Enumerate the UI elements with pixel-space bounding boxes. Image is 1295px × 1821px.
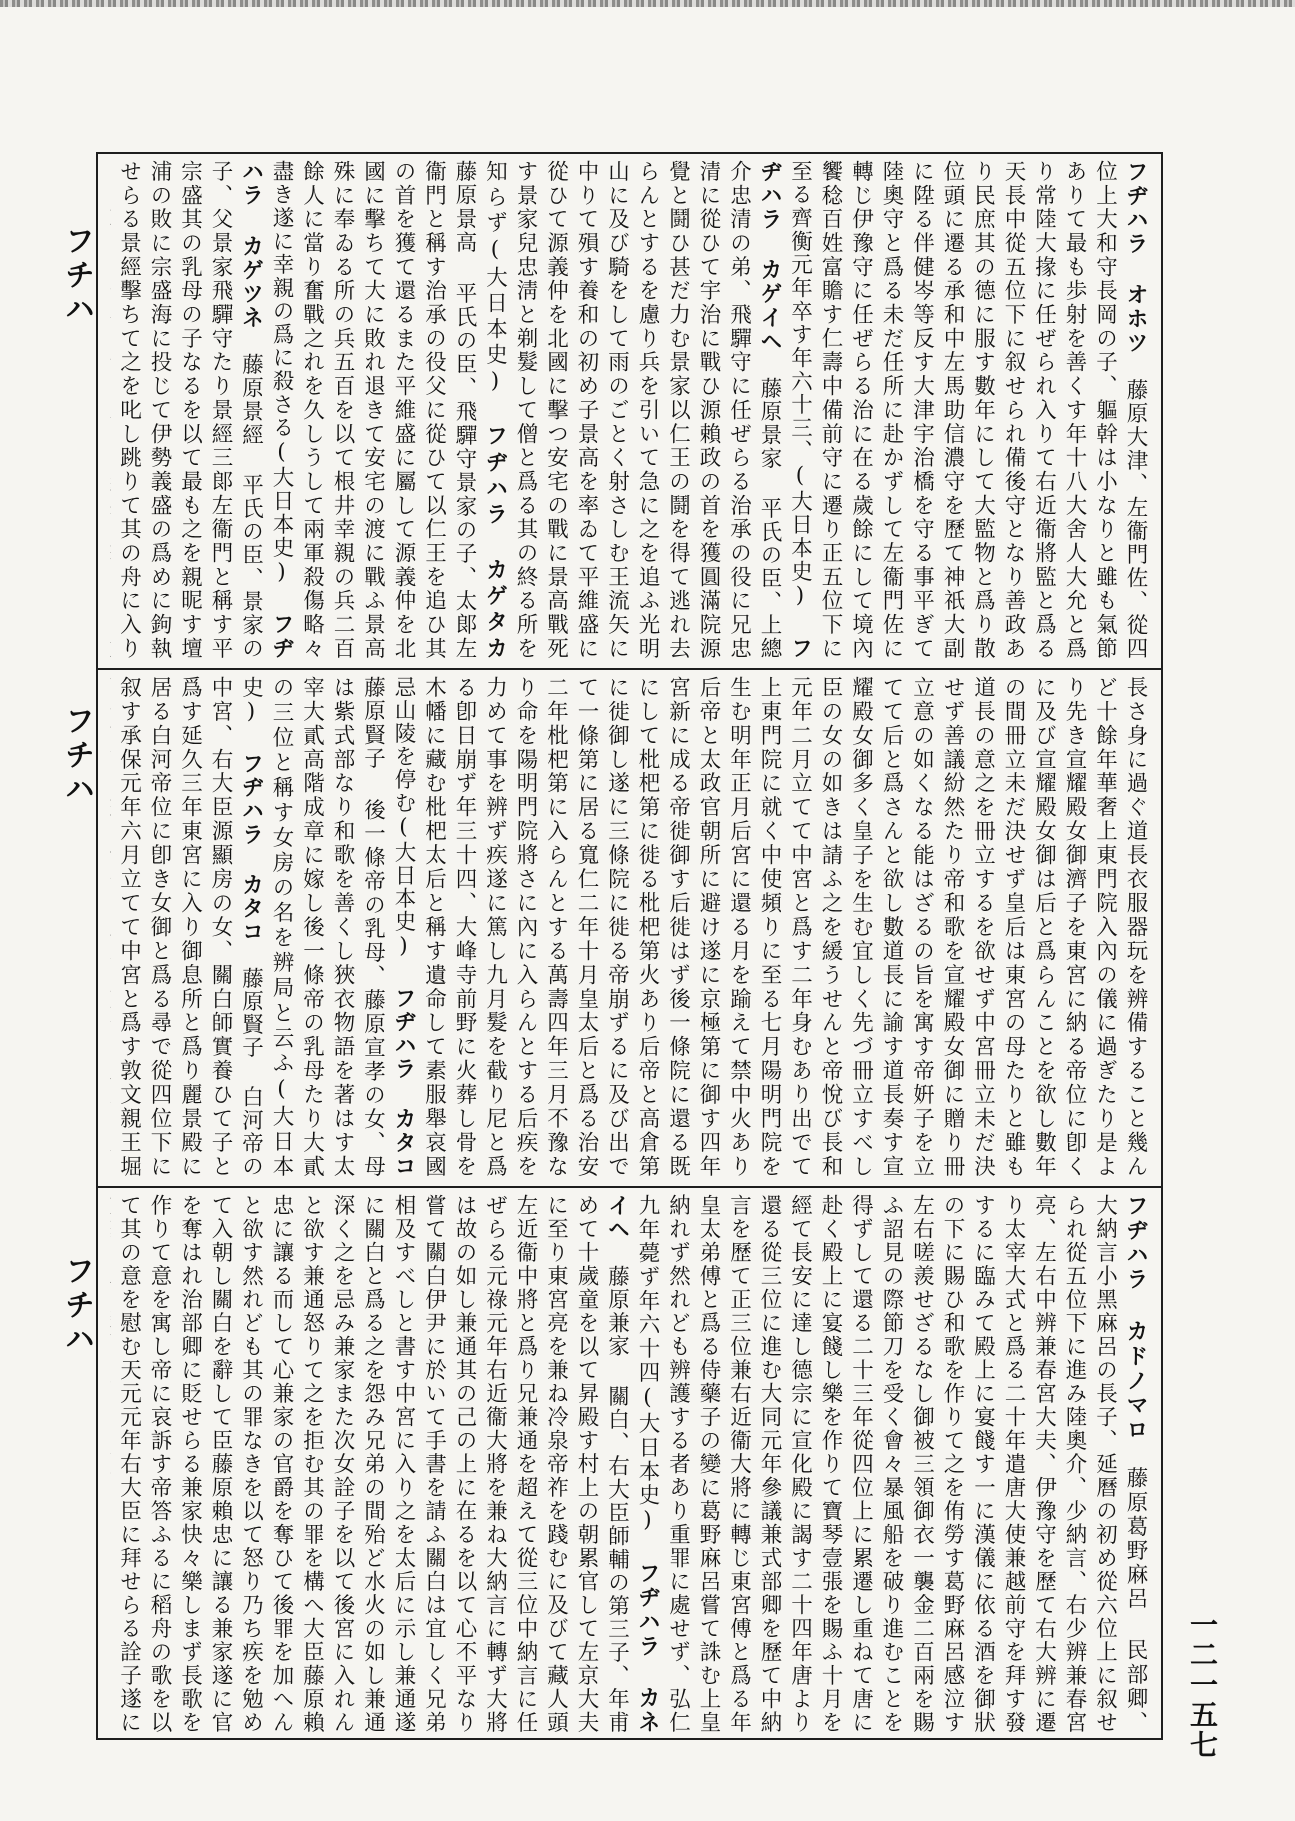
page-number: 一二一五七: [1186, 1610, 1219, 1760]
text-section-top: [110, 160, 1150, 660]
vertical-text-block: [110, 676, 1150, 1178]
entry-heading: フヂハラ カタコ: [238, 752, 264, 944]
entry-body: 長さ身に過ぐ道長衣服器玩を辨備すること幾んど十餘年華奢上東門院入內の儀に過ぎたり是より先き宣耀殿女御濟子を東宮に納る帝位に卽くに及び宣耀殿女御は后と爲らんことを欲し數年の間冊立未だ決せず皇后は東宮の母たりと雖も道長の意之を冊立するを欲せず中宮冊立未だ決せず善議紛然たり帝和歌を宣耀殿女御に贈り冊立意の如くなる能はざるの旨を寓す帝姸子を立てて后と爲さんと欲し數道長に諭す道長奏す宣耀殿女御多く皇子を生む宜しく先づ冊立すべし臣の女の如きは請ふ之を緩うせんと帝悅び長和元年二月立てて中宮と爲す二年身むあり出でて上東門院に就く中使頻りに至る七月陽明門院を生む明年正月后宮に還る月を踰えて禁中火あり后帝と太政官朝所に避け遂に京極第に御す四年宮新に成る帝徙御す后徙はず後一條院に還る既にして枇杷第に徙る枇杷第火あり后帝と高倉第に徙御し遂に三條院に徙る帝崩ずるに及び出でて一條第に居る寬仁二年十月皇太后と爲る治安二年枇杷第に入らんとする萬壽四年三月不豫なり命を陽明門院將さに內に入らんとする后疾を力めて事を辨ず疾遂に篤し九月髮を截り尼と爲る卽日崩ず年三十四、大峰寺前野に火葬し骨を木幡に藏む枇杷太后と稱す遺命して素服舉哀國忌山陵を停む(大日本史): [391, 676, 1148, 1178]
entry: [239, 676, 417, 1178]
entry-heading: フヂハラ カタコ: [391, 986, 416, 1178]
entry: [483, 160, 813, 660]
entry-heading: フヂハラ オホツ: [1123, 160, 1148, 355]
entry-heading: フヂハラ カゲイヘ: [757, 160, 813, 660]
entry-body: 藤原賢子 後一條帝の乳母、藤原宣孝の女、母は紫式部なり和歌を善くし狹衣物語を著はす太宰大貳高階成章に嫁し後一條帝の乳母たり大貳の三位と稱す女房の名を辨局と云ふ(大日本史): [238, 676, 386, 1178]
entry: [788, 160, 1149, 660]
section-divider: [96, 668, 1163, 670]
margin-index-label: フチハ: [59, 705, 94, 807]
entry-heading: フヂハラ カドノマロ: [1123, 1194, 1148, 1443]
vertical-text-block: [110, 1194, 1150, 1734]
entry-body: 藤原大津、左衞門佐、從四位上大和守長岡の子、軀幹は小なりと雖も氣節ありて最も歩射を善くす年十八大舍人大允と爲り常陸大掾に任ぜられ入りて右近衞將監と爲る天長中從五位下に叙せられ備後守となり善政あり民庶其の德に服す數年にして大監物と爲り散位頭に遷る承和中左馬助信濃守を歷て神祇大副に陞る伴健岑等反す大津宇治橋を守る事平ぎて陸奧守と爲る未だ任所に赴かずして左衞門佐に轉じ伊豫守に任ぜらる治に在る歲餘にして境內饗稔百姓富贍す仁壽中備前守に遷り正五位下に至る齊衡元年卒す年六十三、(大日本史): [787, 160, 1148, 660]
text-section-bottom: [110, 1194, 1150, 1734]
text-section-middle: [110, 676, 1150, 1178]
entry-body: 藤原景高 平氏の臣、飛驒守景家の子、太郞左衞門と稱す治承の役父に從ひて以仁王を追ひ其の首を獲て還るまた平維盛に屬して源義仲を北國に擊ちて大に敗れ退きて安宅の渡に戰ふ景高殊に奉ゐる所の兵五百を以て根井幸親の兵二百餘人に當り奮戰之れを久しうして兩軍殺傷略々盡き遂に幸親の爲に殺さる(大日本史): [269, 160, 477, 660]
entry-continuation: [391, 676, 1148, 1178]
entry-body: 藤原賢子 白河帝の中宮、右大臣源顯房の女、關白師實養ひて子と爲す延久三年東宮に入り御息所と爲り麗景殿に居る白河帝位に卽き女御と爲る尋で從四位下に叙す承保元年六月立てて中宮と爲す敦文親王堀: [116, 676, 264, 1178]
section-divider: [96, 1186, 1163, 1188]
entry-body: 藤原景家 平氏の臣、上總介忠清の弟、飛驒守に任ぜらる治承の役に兄忠清に從ひて宇治に戰ひ源賴政の首を獲圓滿院源覺と鬪ひ甚だ力む景家以仁王の鬪を得て逃れ去らんとするを慮り兵を引いて急に之を追ふ光明山に及び騎をして雨のごとく射さしむ王流矢に中りて殞す養和の初め子景高を率ゐて平維盛に從ひて源義仲を北國に擊つ安宅の戰に景高戰死す景家兒忠淸と剃髮して僧と爲る其の終る所を知らず(大日本史): [482, 160, 782, 660]
entry: [110, 160, 294, 660]
entry-heading: フヂハラ カゲツネ: [238, 160, 294, 660]
margin-index-label: フチハ: [59, 225, 94, 327]
entry: [110, 1194, 660, 1734]
scan-edge-decoration: [0, 0, 1295, 7]
entry: [110, 676, 264, 1178]
vertical-text-block: [110, 160, 1150, 660]
entry-heading: フヂハラ カゲタカ: [482, 424, 508, 660]
margin-index-label: フチハ: [59, 1255, 94, 1357]
entry-body: 藤原景經 平氏の臣、景家の子、父景家飛驒守たり景經三郞左衞門と稱す平宗盛其の乳母の子なるを以て最も之を親昵す壇浦の敗に宗盛海に投じて伊勢義盛の爲めに鉤執せらる景經擊ちて之を叱し跳りて其の舟に入り: [116, 160, 264, 660]
entry-heading: フヂハラ カネイヘ: [604, 1194, 660, 1734]
entry-body: 藤原兼家 關白、右大臣師輔の第三子、年甫めて十歲童を以て昇殿す村上の朝累官して左京大夫に至り東宮亮を兼ね冷泉帝祚を踐むに及びて藏人頭左近衞中將と爲り兄兼通を超えて從三位中納言に任ぜらる元祿元年右近衞大將を兼ね大納言に轉ず大將は故の如し兼通其の己の上に在るを以て心不平なり嘗て關白伊尹に於いて手書を請ふ關白は宜しく兄弟相及すべしと書す中宮に入り之を太后に示し兼通遂に關白と爲る之を怨み兄弟の間殆ど水火の如し兼通深く之を忌み兼家また次女詮子を以て後宮に入れんと欲す兼通怒りて之を拒む其の罪を構へ大臣藤原賴忠に讓る而して心兼家の官爵を奪ひて後罪を加へんと欲す然れども其の罪なきを以て怒り乃ち疾を勉めて入朝し關白を辭して臣藤原賴忠に讓る兼家遂に官を奪はれ治部卿に貶せらる兼家快々樂しまず長歌を作りて意を寓し帝に哀訴す帝答ふるに稻舟の歌を以て其の意を慰む天元元年右大臣に拜せらる詮子遂に: [116, 1194, 630, 1734]
entry: [635, 1194, 1148, 1734]
entry: [269, 160, 508, 660]
entry-body: 藤原葛野麻呂 民部卿、大納言小黑麻呂の長子、延曆の初め從六位上に叙せられ從五位下に進み陸奧介、少納言、右少辨兼春宮亮、左右中辨兼春宮大夫、伊豫守を歷て右大辨に遷り太宰大式と爲る二十年遣唐大使兼越前守を拜す發するに臨みて殿上に宴餞す一に漢儀に依る酒を御狀の下に賜ひ和歌を作りて之を侑勞す葛野麻呂感泣す左右嗟羨せざるなし御被三領御衣一襲金二百兩を賜ふ詔見の際節刀を受く會々暴風船を破り進むことを得ずして還る二十三年從四位上に累遷し重ねて唐に赴く殿上に宴餞し樂を作りて寶琴壹張を賜ふ十月を經て長安に達し德宗に宣化殿に謁す二十四年唐より還る從三位に進む大同元年參議兼式部卿を歷て中納言を歷て正三位兼右近衞大將に轉じ東宮傅と爲る年皇太弟傅と爲る侍藥子の變に葛野麻呂嘗て誅む上皇納れず然れども辨護する者あり重罪に處せず、弘仁九年薨ず年六十四(大日本史): [635, 1194, 1148, 1734]
